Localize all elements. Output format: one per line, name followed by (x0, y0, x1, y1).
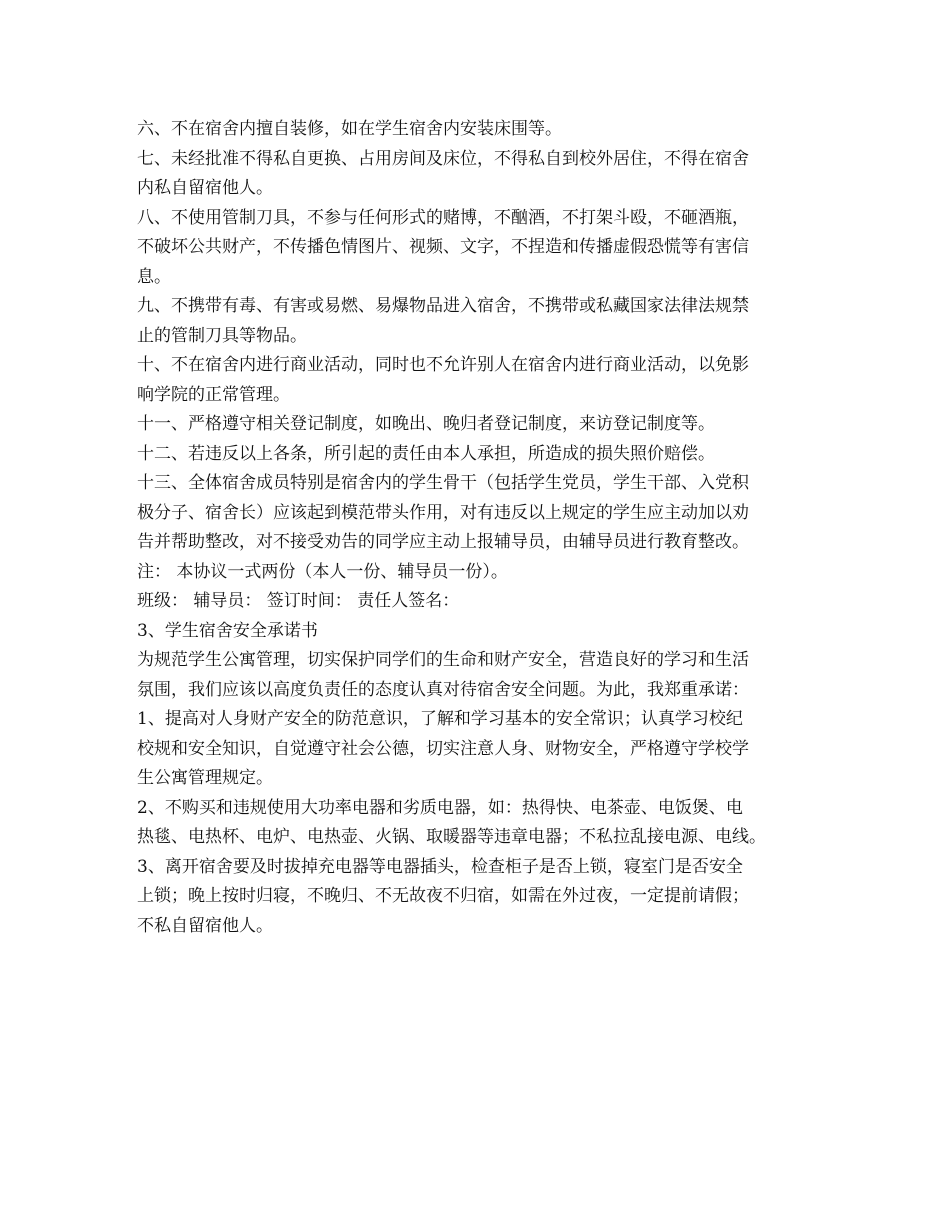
text-line: 响学院的正常管理。 (137, 384, 290, 405)
text-line: 七、未经批准不得私自更换、占用房间及床位，不得私自到校外居住，不得在宿舍 (137, 148, 749, 169)
text-line: 不破坏公共财产，不传播色情图片、视频、文字，不捏造和传播虚假恐慌等有害信 (137, 237, 749, 257)
text-line: 十一、严格遵守相关登记制度，如晚出、晚归者登记制度，来访登记制度等。 (137, 414, 715, 434)
text-line: 十二、若违反以上各条，所引起的责任由本人承担，所造成的损失照价赔偿。 (137, 443, 715, 464)
text-line: 生公寓管理规定。 (137, 768, 273, 788)
text-line: 2、不购买和违规使用大功率电器和劣质电器，如：热得快、电茶壶、电饭煲、电 (137, 797, 743, 818)
note-line: 注： 本协议一式两份（本人一份、辅导员一份）。 (137, 561, 508, 582)
section-heading: 3、学生宿舍安全承诺书 (137, 620, 318, 641)
text-line: 1、提高对人身财产安全的防范意识，了解和学习基本的安全常识；认真学习校纪 (137, 709, 743, 729)
text-line: 六、不在宿舍内擅自装修，如在学生宿舍内安装床围等。 (137, 119, 562, 139)
text-line: 氛围，我们应该以高度负责任的态度认真对待宿舍安全问题。为此，我郑重承诺： (137, 679, 749, 700)
text-line: 内私自留宿他人。 (137, 178, 273, 198)
text-line: 热毯、电热杯、电炉、电热壶、火锅、取暖器等违章电器；不私拉乱接电源、电线。 (137, 827, 766, 847)
text-line: 3、离开宿舍要及时拔掉充电器等电器插头，检查柜子是否上锁，寝室门是否安全 (137, 856, 743, 877)
text-line: 为规范学生公寓管理，切实保护同学们的生命和财产安全，营造良好的学习和生活 (137, 650, 749, 670)
text-line: 止的管制刀具等物品。 (137, 325, 307, 346)
text-line: 十、不在宿舍内进行商业活动，同时也不允许别人在宿舍内进行商业活动，以免影 (137, 355, 749, 375)
text-line: 校规和安全知识，自觉遵守社会公德，切实注意人身、财物安全，严格遵守学校学 (137, 738, 749, 759)
document-body (137, 115, 817, 941)
text-line: 息。 (137, 266, 171, 287)
text-line: 告并帮助整改，对不接受劝告的同学应主动上报辅导员，由辅导员进行教育整改。 (137, 532, 749, 552)
text-line: 八、不使用管制刀具，不参与任何形式的赌博，不酗酒，不打架斗殴，不砸酒瓶， (137, 207, 749, 228)
text-line: 极分子、宿舍长）应该起到模范带头作用，对有违反以上规定的学生应主动加以劝 (137, 502, 749, 523)
text-line: 上锁；晚上按时归寝，不晚归、不无故夜不归宿，如需在外过夜，一定提前请假； (137, 886, 749, 906)
signature-fields-line: 班级： 辅导员： 签订时间： 责任人签名： (137, 591, 460, 611)
text-line: 九、不携带有毒、有害或易燃、易爆物品进入宿舍，不携带或私藏国家法律法规禁 (137, 296, 749, 316)
text-line: 不私自留宿他人。 (137, 915, 273, 936)
text-line: 十三、全体宿舍成员特别是宿舍内的学生骨干（包括学生党员，学生干部、入党积 (137, 473, 749, 493)
